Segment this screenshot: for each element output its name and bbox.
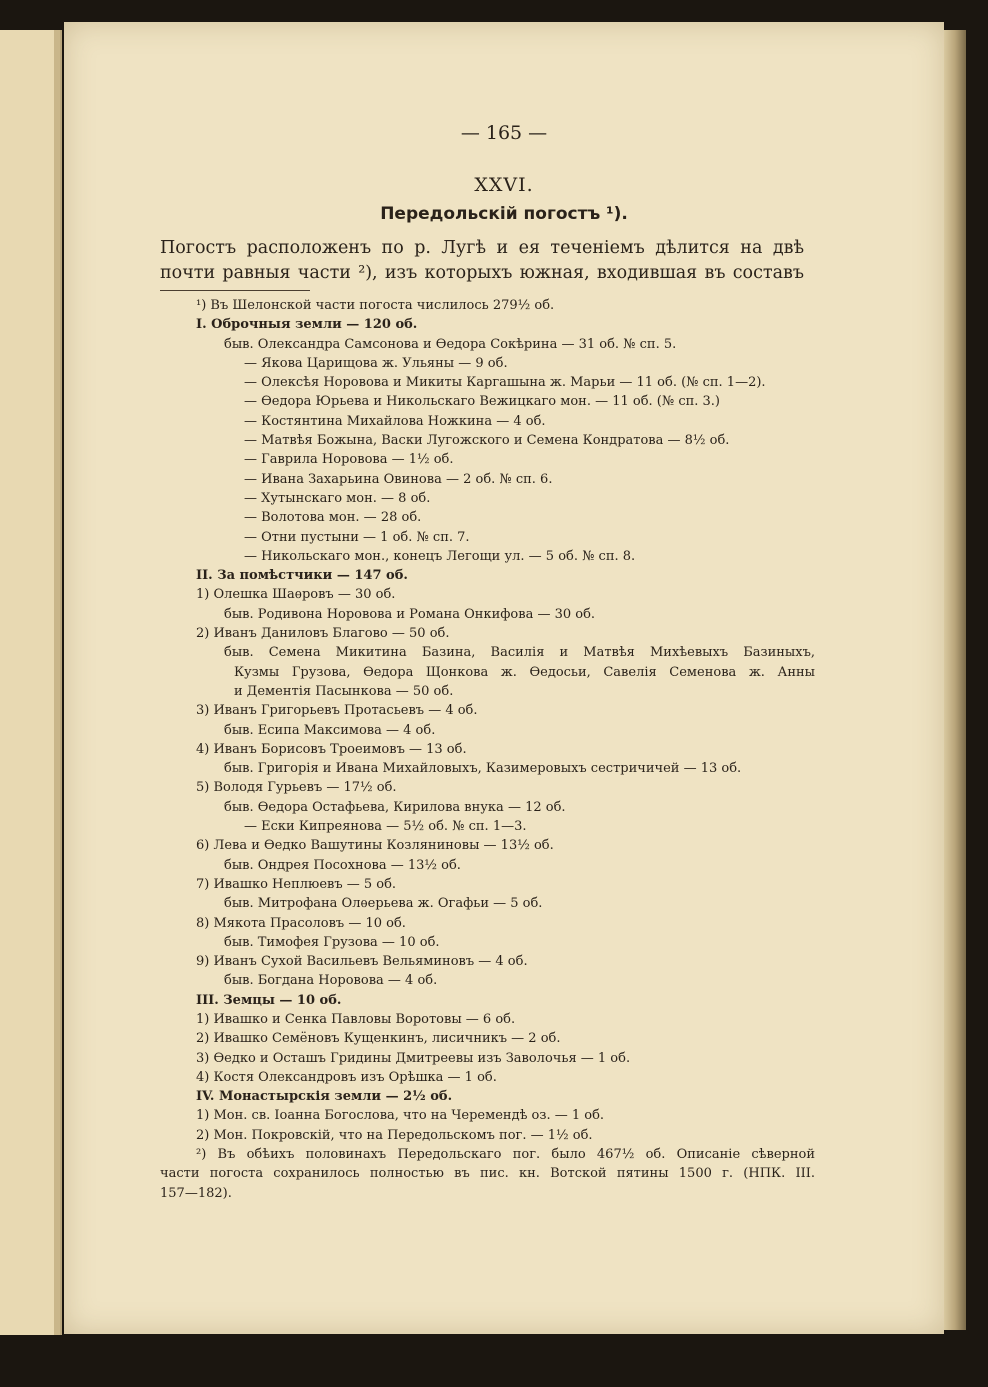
footnote-line: 5) Володя Гурьевъ — 17½ об. <box>196 780 397 796</box>
left-page-gutter <box>54 30 60 1335</box>
footnote-line: 9) Иванъ Сухой Васильевъ Вельяминовъ — 4 об. <box>196 954 528 970</box>
footnote-line: части погоста сохранилось полностью въ пис. кн. Вотской пятины 1500 г. (НПК. III. <box>160 1166 815 1182</box>
footnote-line: быв. Семена Микитина Базина, Василія и Матвѣя Михѣевыхъ Базиныхъ, <box>224 645 815 661</box>
footnote-line: II. За помѣстчики — 147 об. <box>196 568 408 584</box>
chapter-number: XXVI. <box>474 174 534 196</box>
footnote-line: быв. Олександра Самсонова и Ѳедора Сокѣрина — 31 об. № сп. 5. <box>224 336 677 352</box>
footnote-line: — Гаврила Норовова — 1½ об. <box>244 452 454 468</box>
footnote-line: — Олексѣя Норовова и Микиты Каргашына ж. Марьи — 11 об. (№ сп. 1—2). <box>244 375 766 391</box>
footnote-line: быв. Богдана Норовова — 4 об. <box>224 973 438 989</box>
footnote-line: 8) Мякота Прасоловъ — 10 об. <box>196 915 406 931</box>
footnote-line: 1) Ивашко и Сенка Павловы Воротовы — 6 об. <box>196 1011 516 1027</box>
footnote-line: быв. Митрофана Олѳерьева ж. Огафьи — 5 об. <box>224 896 543 912</box>
footnote-line: быв. Есипа Максимова — 4 об. <box>224 722 436 738</box>
footnote-line: 6) Лева и Ѳедко Вашутины Козляниновы — 13½ об. <box>196 838 554 854</box>
footnote-line: быв. Тимофея Грузова — 10 об. <box>224 934 440 950</box>
footnote-line: — Якова Царищова ж. Ульяны — 9 об. <box>244 355 508 371</box>
footnote-line: 1) Мон. св. Іоанна Богослова, что на Черемендѣ оз. — 1 об. <box>196 1108 605 1124</box>
footnote-line: ²) Въ обѣихъ половинахъ Передольскаго пог. было 467½ об. Описаніе сѣверной <box>196 1147 815 1163</box>
footnote-line: 4) Иванъ Борисовъ Троеимовъ — 13 об. <box>196 741 467 757</box>
footnote-line: Кузмы Грузова, Ѳедора Щонкова ж. Ѳедосьи, Савелія Семенова ж. Анны <box>234 664 815 680</box>
footnote-line: — Волотова мон. — 28 об. <box>244 510 422 526</box>
book-page <box>64 22 944 1334</box>
footnote-line: — Ески Кипреянова — 5½ об. № сп. 1—3. <box>244 819 527 835</box>
footnote-line: 2) Мон. Покровскій, что на Передольскомъ пог. — 1½ об. <box>196 1127 593 1143</box>
footnote-line: — Ивана Захарьина Овинова — 2 об. № сп. 6. <box>244 471 553 487</box>
footnote-line: — Матвѣя Божына, Васки Лугожского и Семена Кондратова — 8½ об. <box>244 433 730 449</box>
footnote-line: 3) Ѳедко и Осташъ Гридины Дмитреевы изъ Заволочья — 1 об. <box>196 1050 631 1066</box>
page-content <box>64 22 944 1334</box>
page-stack-edge <box>944 30 966 1330</box>
footnote-line: — Никольскаго мон., конецъ Легощи ул. — 5 об. № сп. 8. <box>244 548 636 564</box>
footnote-line: быв. Григорія и Ивана Михайловыхъ, Казимеровыхъ сестричичей — 13 об. <box>224 761 742 777</box>
footnote-line: быв. Родивона Норовова и Романа Онкифова — 30 об. <box>224 606 596 622</box>
footnote-line: 7) Ивашко Неплюевъ — 5 об. <box>196 876 397 892</box>
footnote-line: и Дементія Пасынкова — 50 об. <box>234 683 454 699</box>
footnote-line: 157—182). <box>160 1185 232 1201</box>
footnote-line: 4) Костя Олександровъ изъ Орѣшка — 1 об. <box>196 1069 497 1085</box>
section-title: Передольскій погостъ ¹). <box>380 204 628 224</box>
footnote-line: 2) Ивашко Семёновъ Кущенкинъ, лисичникъ — 2 об. <box>196 1031 561 1047</box>
footnotes <box>160 296 815 1203</box>
footnote-rule <box>160 290 310 291</box>
intro-line: Погостъ расположенъ по р. Лугѣ и ея теченіемъ дѣлится на двѣ <box>160 238 804 258</box>
footnote-line: I. Оброчныя земли — 120 об. <box>196 317 418 333</box>
footnote-line: быв. Ондрея Посохнова — 13½ об. <box>224 857 461 873</box>
left-page-edge <box>0 30 62 1335</box>
footnote-line: ¹) Въ Шелонской части погоста числилось 279½ об. <box>196 298 555 313</box>
footnote-line: III. Земцы — 10 об. <box>196 992 342 1008</box>
footnote-line: быв. Ѳедора Остафьева, Кирилова внука — 12 об. <box>224 799 566 815</box>
intro-line: почти равныя части ²), изъ которыхъ южная, входившая въ составъ <box>160 263 804 283</box>
footnote-line: IV. Монастырскія земли — 2½ об. <box>196 1089 453 1105</box>
footnote-line: 1) Олешка Шаѳровъ — 30 об. <box>196 587 396 603</box>
footnote-line: 2) Иванъ Даниловъ Благово — 50 об. <box>196 626 450 642</box>
footnote-line: — Отни пустыни — 1 об. № сп. 7. <box>244 529 470 545</box>
page-number: — 165 — <box>460 122 548 144</box>
footnote-line: — Костянтина Михайлова Ножкина — 4 об. <box>244 413 546 429</box>
footnote-line: — Хутынскаго мон. — 8 об. <box>244 490 431 506</box>
footnote-line: — Ѳедора Юрьева и Никольскаго Вежицкаго мон. — 11 об. (№ сп. 3.) <box>244 394 720 410</box>
footnote-line: 3) Иванъ Григорьевъ Протасьевъ — 4 об. <box>196 703 478 719</box>
intro-paragraph <box>160 236 804 286</box>
